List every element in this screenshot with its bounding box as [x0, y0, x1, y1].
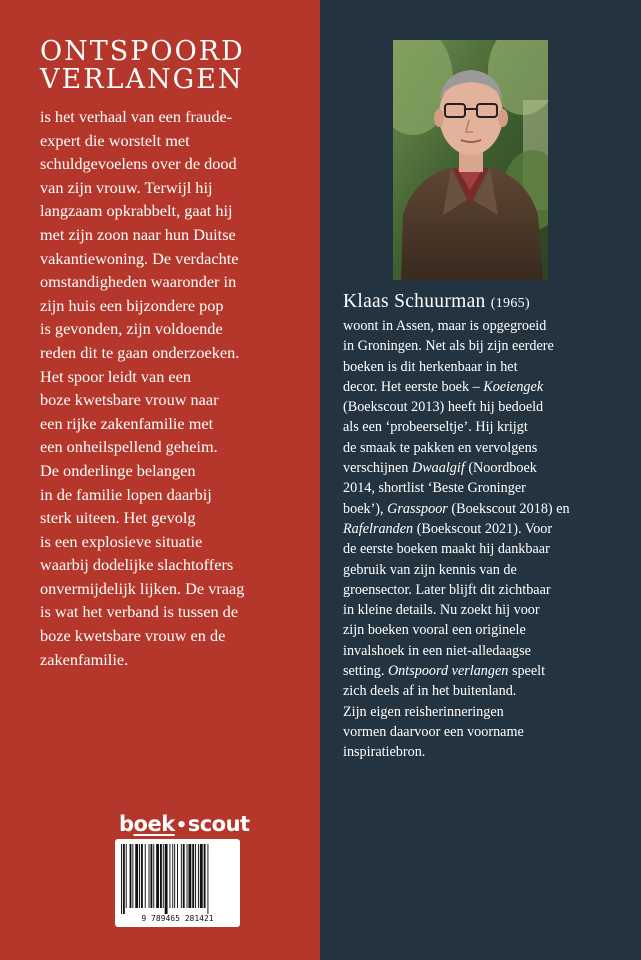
bio-text: invalshoek in een niet-alledaagse [343, 642, 531, 659]
book-blurb [40, 105, 312, 671]
bio-line [343, 681, 628, 701]
barcode-bar [181, 844, 182, 908]
blurb-line: is het verhaal van een fraude- [40, 107, 233, 126]
author-photo [393, 40, 548, 280]
barcode-bar [121, 844, 122, 914]
author-bio [343, 290, 628, 763]
author-name: Klaas Schuurman [343, 291, 486, 312]
barcode-bar [187, 844, 188, 908]
bio-line [343, 702, 628, 722]
book-title-mention: Koeiengek [483, 378, 544, 395]
bio-text: in Groningen. Net als bij zijn eerdere [343, 338, 554, 355]
bio-text: in kleine details. Nu zoekt hij voor [343, 602, 540, 619]
barcode-bar [130, 844, 132, 908]
bio-text: de smaak te pakken en vervolgens [343, 439, 538, 456]
bio-text: decor. Het eerste boek – [343, 378, 484, 395]
bio-text: speelt [508, 663, 546, 680]
bio-line [343, 641, 628, 661]
barcode-bar [135, 844, 138, 908]
book-title-mention: Dwaalgif [411, 460, 465, 477]
book-title-mention: Rafelranden [343, 520, 414, 537]
bio-line [343, 661, 628, 681]
barcode-bar [126, 844, 127, 908]
blurb-line: van zijn vrouw. Terwijl hij [40, 177, 213, 197]
bio-line [343, 620, 628, 640]
barcode-bars [121, 844, 234, 914]
bio-text: de eerste boeken maakt hij dankbaar [343, 541, 550, 558]
bio-line [343, 357, 628, 377]
barcode-bar [207, 844, 208, 914]
barcode-bar [123, 844, 125, 914]
bio-line [343, 519, 628, 539]
publisher-logo-b: b [119, 812, 134, 836]
bio-text: (Noordboek [464, 460, 537, 477]
blurb-line: is een explosieve situatie [40, 531, 203, 551]
blurb-line: waarbij dodelijke slachtoffers [40, 555, 234, 575]
publisher-logo [119, 812, 250, 836]
bio-line [343, 539, 628, 559]
bio-text: als een ‘probeerseltje’. Hij krijgt [343, 419, 528, 436]
bio-line [343, 499, 628, 519]
barcode-bar [165, 844, 168, 914]
book-title-mention: Ontspoord verlangen [387, 663, 509, 680]
bio-line [343, 600, 628, 620]
bio-text: vormen daarvoor een voorname [343, 723, 524, 740]
author-birth-year: (1965) [490, 296, 530, 311]
barcode-bar [198, 844, 199, 908]
title-line-1: ONTSPOORD [40, 36, 245, 67]
isbn-barcode [115, 839, 240, 927]
blurb-line: met zijn zoon naar hun Duitse [40, 224, 236, 244]
bio-text: boeken is dit herkenbaar in het [343, 358, 518, 375]
bio-line [343, 478, 628, 498]
author-line [343, 290, 628, 316]
bio-line [343, 316, 628, 336]
blurb-line: langzaam opkrabbelt, gaat hij [40, 201, 233, 221]
bio-line [343, 722, 628, 742]
bio-text: Zijn eigen reisherinneringen [343, 703, 504, 720]
bio-text: zijn boeken vooral een originele [343, 622, 526, 639]
bio-line [343, 438, 628, 458]
blurb-line: een rijke zakenfamilie met [40, 413, 214, 433]
book-title-mention: Grasspoor [387, 500, 448, 517]
barcode-bar [169, 844, 170, 908]
bio-text: groensector. Later blijft dit zichtbaar [343, 581, 551, 598]
blurb-line: schuldgevoelens over de dood [40, 154, 237, 174]
barcode-bar [141, 844, 143, 908]
bio-text: setting. [343, 663, 388, 680]
book-title [40, 38, 245, 94]
bio-text: boek’), [343, 500, 388, 517]
blurb-line: is wat het verband is tussen de [40, 602, 239, 622]
barcode-bar [204, 844, 206, 908]
blurb-line: een onheilspellend geheim. [40, 437, 218, 457]
blurb-line: onvermijdelijk lijken. De vraag [40, 578, 245, 598]
barcode-bar [156, 844, 159, 908]
isbn-number: 9 789465 281421 [141, 914, 214, 923]
blurb-line: expert die worstelt met [40, 130, 190, 150]
blurb-line: sterk uiteen. Het gevolg [40, 508, 196, 528]
bio-line [343, 458, 628, 478]
blurb-line: omstandigheden waaronder in [40, 272, 237, 292]
author-portrait-image [393, 40, 548, 280]
publisher-logo-scout: scout [187, 812, 250, 836]
barcode-bar [188, 844, 191, 908]
barcode-bar [172, 844, 173, 908]
blurb-line: boze kwetsbare vrouw en de [40, 626, 226, 646]
bio-text: verschijnen [343, 460, 412, 477]
bio-text: (Boekscout 2013) heeft hij bedoeld [343, 399, 544, 416]
bio-text: 2014, shortlist ‘Beste Groninger [343, 480, 526, 497]
bio-text: gebruik van zijn kennis van de [343, 561, 517, 578]
bio-text: inspiratiebron. [343, 744, 426, 761]
blurb-line: Het spoor leidt van een [40, 366, 192, 386]
barcode-bar [145, 844, 146, 908]
bio-line [343, 417, 628, 437]
blurb-line: reden dit te gaan onderzoeken. [40, 342, 240, 362]
barcode-bar [149, 844, 150, 908]
blurb-line: boze kwetsbare vrouw naar [40, 390, 219, 410]
bio-line [343, 397, 628, 417]
publisher-logo-dot: • [175, 815, 187, 836]
barcode-bar [200, 844, 203, 908]
barcode-bar [139, 844, 140, 908]
barcode-bar [192, 844, 194, 908]
blurb-line: zijn huis een bijzondere pop [40, 295, 224, 315]
bio-text: woont in Assen, maar is opgegroeid [343, 318, 547, 334]
bio-text: (Boekscout 2018) en [447, 500, 570, 517]
bio-text: (Boekscout 2021). Voor [413, 520, 553, 537]
barcode-bar [150, 844, 152, 908]
barcode-bar [160, 844, 162, 908]
barcode-bar [177, 844, 178, 908]
blurb-line: is gevonden, zijn voldoende [40, 319, 223, 339]
back-cover-left-panel [0, 0, 320, 960]
barcode-bar [153, 844, 154, 908]
bio-line [343, 560, 628, 580]
blurb-line: in de familie lopen daarbij [40, 484, 212, 504]
blurb-line: vakantiewoning. De verdachte [40, 248, 239, 268]
bio-line [343, 377, 628, 397]
bio-line [343, 336, 628, 356]
blurb-line: De onderlinge belangen [40, 460, 196, 480]
barcode-bar [132, 844, 133, 908]
title-line-2: VERLANGEN [40, 64, 244, 95]
bio-line [343, 580, 628, 600]
barcode-bar [195, 844, 196, 908]
barcode-bar [183, 844, 185, 908]
barcode-bar [174, 844, 175, 908]
barcode-bar [163, 844, 164, 908]
publisher-logo-oek: oek [133, 812, 175, 836]
bio-text: zich deels af in het buitenland. [343, 683, 517, 700]
bio-line [343, 742, 628, 762]
blurb-line: zakenfamilie. [40, 649, 129, 669]
